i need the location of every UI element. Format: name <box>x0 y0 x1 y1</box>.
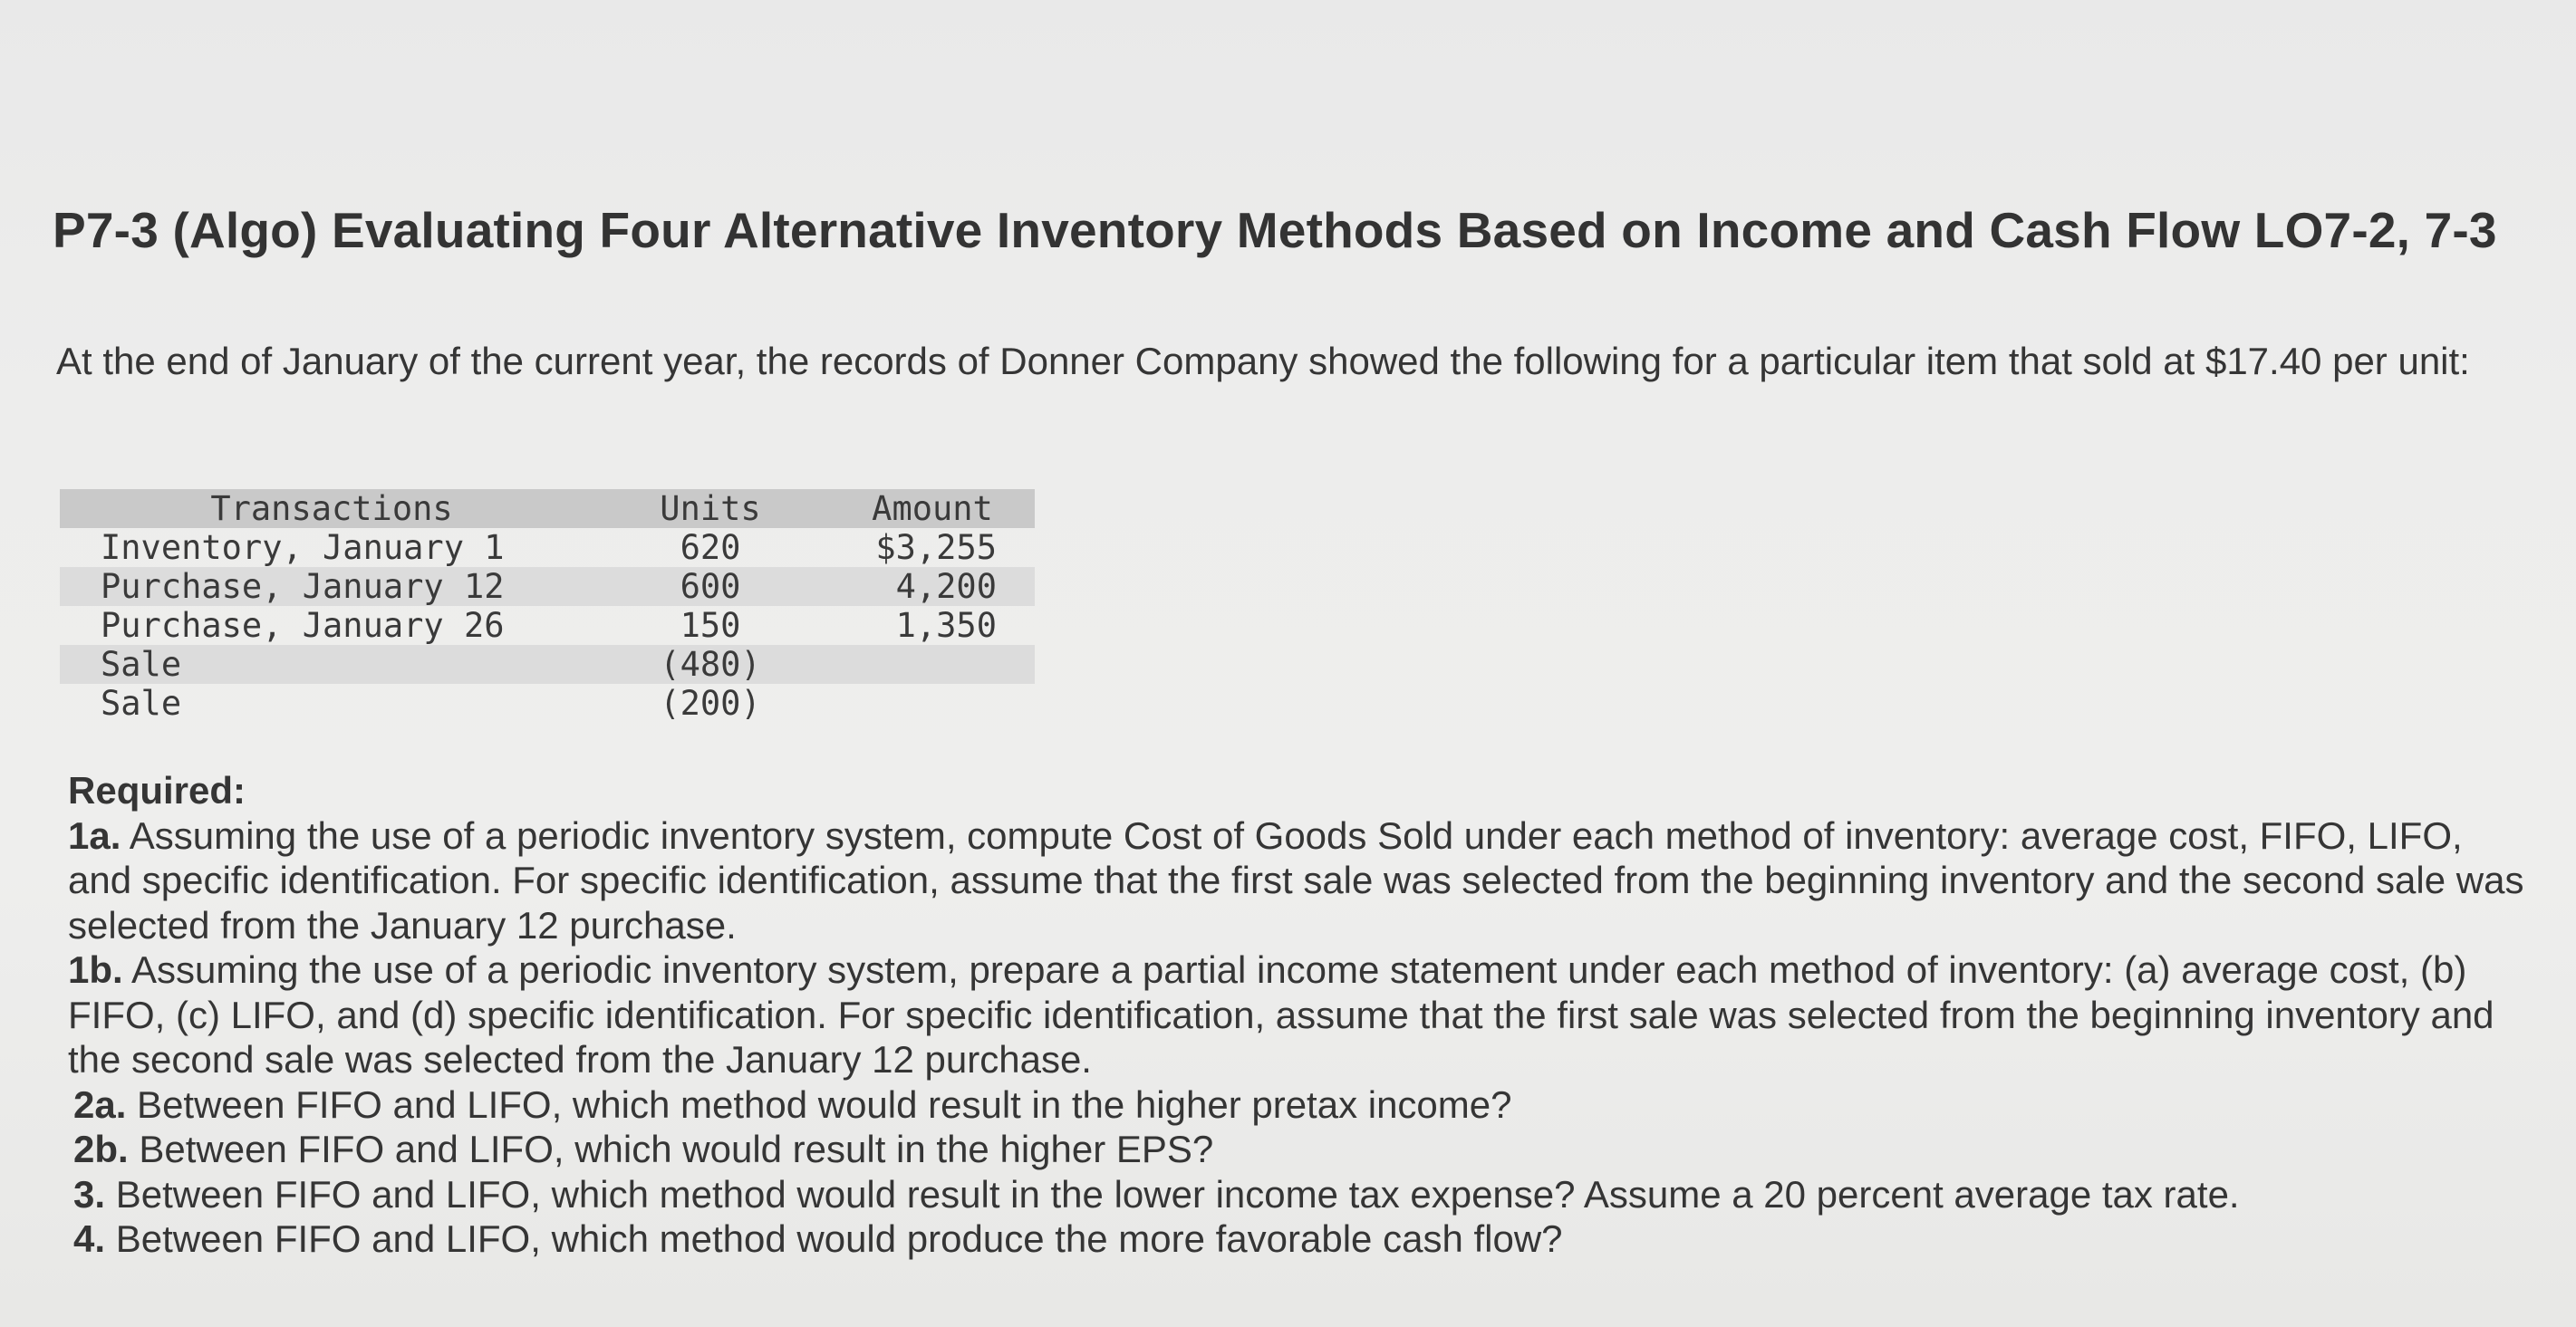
requirement-2a <box>68 1082 2533 1128</box>
requirement-4 <box>68 1216 2533 1262</box>
requirement-2b <box>68 1127 2533 1172</box>
row-units-cell <box>603 528 812 567</box>
row-units: (480) <box>660 645 761 684</box>
row-amount: $3,255 <box>875 528 997 567</box>
row-transaction: Sale <box>101 684 182 723</box>
required-heading: Required: <box>68 769 246 812</box>
requirement-text: Assuming the use of a periodic inventory system, prepare a partial income statement under each method of inventory: (a) average cost, (b) FIFO, (c) LIFO, and (d) specific identification. For specific identification, assume that the first sale was selected from the beginning inventory and the second sale was selected from the January 12 purchase. <box>68 948 2494 1081</box>
requirement-text: Between FIFO and LIFO, which method would result in the lower income tax expense? Assume a 20 percent average tax rate. <box>105 1172 2240 1216</box>
required-section <box>68 768 2533 1262</box>
row-amount <box>812 684 1035 723</box>
table-row <box>60 528 1035 567</box>
requirement-1b <box>68 947 2533 1082</box>
table-header-row <box>60 489 1035 528</box>
requirement-text: Between FIFO and LIFO, which method would produce the more favorable cash flow? <box>105 1217 1563 1260</box>
row-amount: 1,350 <box>895 606 997 645</box>
row-transaction: Inventory, January 1 <box>101 528 505 567</box>
requirement-label: 1a. <box>68 813 121 857</box>
requirement-3 <box>68 1172 2533 1217</box>
row-units-cell <box>603 606 812 645</box>
table-row <box>60 567 1035 606</box>
row-transaction: Purchase, January 26 <box>101 606 505 645</box>
table-row <box>60 684 1035 723</box>
requirement-label: 4. <box>73 1217 106 1260</box>
header-transactions: Transactions <box>210 489 453 528</box>
header-units-cell <box>603 489 812 528</box>
row-amount: 4,200 <box>895 567 997 606</box>
header-units: Units <box>660 489 761 528</box>
table-row <box>60 645 1035 684</box>
problem-title: P7-3 (Algo) Evaluating Four Alternative Inventory Methods Based on Income and Cash Flow LO7-2, 7-3 <box>53 202 2497 258</box>
problem-intro: At the end of January of the current year, the records of Donner Company showed the following for a particular item that sold at $17.40 per unit: <box>56 340 2470 382</box>
transactions-table <box>60 489 1035 723</box>
row-amount <box>812 645 1035 684</box>
requirement-text: Between FIFO and LIFO, which would result in the higher EPS? <box>128 1128 1214 1170</box>
row-units-cell <box>603 645 812 684</box>
requirement-label: 2a. <box>73 1082 127 1126</box>
requirement-label: 1b. <box>68 948 123 991</box>
requirement-label: 3. <box>73 1172 106 1216</box>
row-transaction: Sale <box>101 645 182 684</box>
header-amount-cell <box>812 489 1035 528</box>
row-units-cell <box>603 684 812 723</box>
row-units: 600 <box>680 567 741 606</box>
row-transaction: Purchase, January 12 <box>101 567 505 606</box>
row-units: (200) <box>660 684 761 723</box>
requirement-text: Assuming the use of a periodic inventory system, compute Cost of Goods Sold under each method of inventory: average cost, FIFO, LIFO, and specific identification. For specific identification, assume that the first sale was selected from the beginning inventory and the second sale was selected from the January 12 purchase. <box>68 813 2524 947</box>
table-row <box>60 606 1035 645</box>
requirement-text: Between FIFO and LIFO, which method would result in the higher pretax income? <box>126 1082 1512 1126</box>
row-units: 620 <box>680 528 741 567</box>
row-units: 150 <box>680 606 741 645</box>
requirement-1a <box>68 813 2533 948</box>
header-amount: Amount <box>872 489 993 528</box>
requirement-label: 2b. <box>73 1128 129 1170</box>
row-units-cell <box>603 567 812 606</box>
